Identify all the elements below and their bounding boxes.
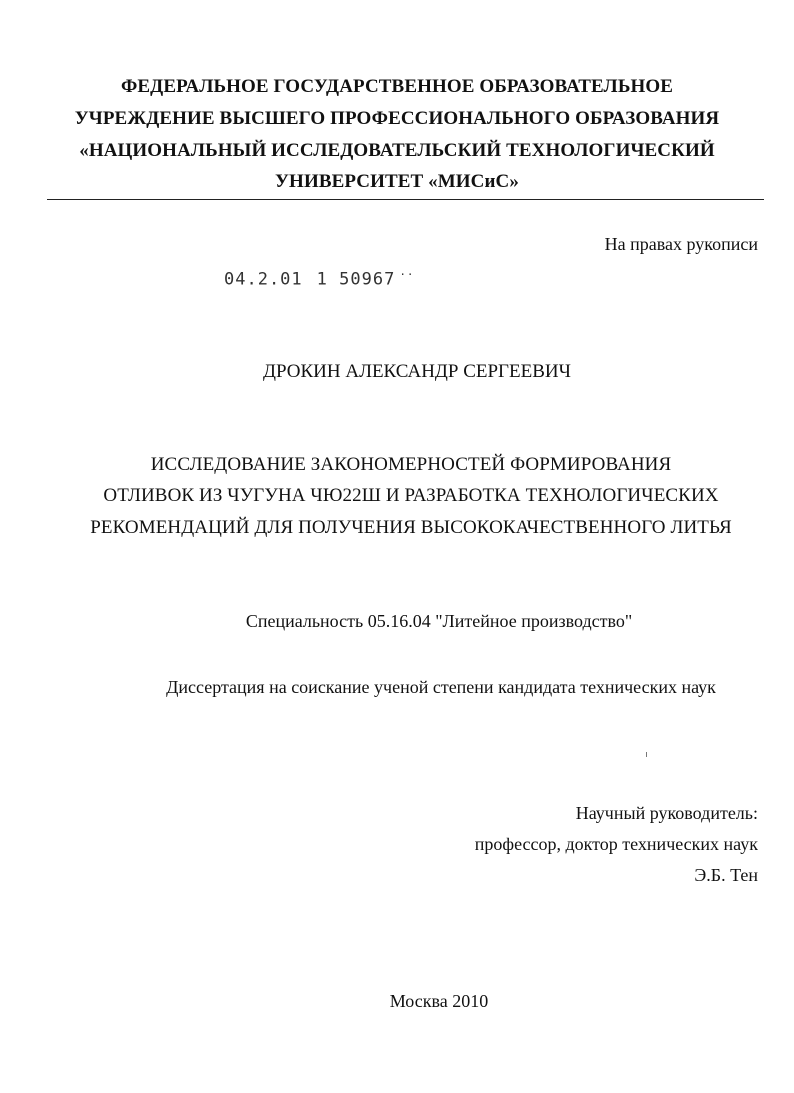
title-line-3: РЕКОМЕНДАЦИЙ ДЛЯ ПОЛУЧЕНИЯ ВЫСОКОКАЧЕСТВЕННОГО ЛИТЬЯ [90,517,732,538]
stamp-number: 1 50967 [316,269,396,290]
scan-speck [646,752,647,757]
organization-line-3: «НАЦИОНАЛЬНЫЙ ИССЛЕДОВАТЕЛЬСКИЙ ТЕХНОЛОГИЧЕСКИЙ [79,140,715,161]
supervisor-label: Научный руководитель: [575,803,758,823]
dissertation-line: Диссертация на соискание ученой степени кандидата технических наук [166,677,716,697]
stamp-code: 04.2.01 [224,269,303,290]
manuscript-note: На правах рукописи [604,234,758,254]
title-line-2: ОТЛИВОК ИЗ ЧУГУНА ЧЮ22Ш И РАЗРАБОТКА ТЕХНОЛОГИЧЕСКИХ [103,485,719,506]
registration-stamp [224,268,415,290]
city-year: Москва 2010 [389,991,489,1011]
stamp-mark: ·· [399,268,415,281]
organization-line-4: УНИВЕРСИТЕТ «МИСиС» [275,171,519,192]
organization-line-1: ФЕДЕРАЛЬНОЕ ГОСУДАРСТВЕННОЕ ОБРАЗОВАТЕЛЬНОЕ [120,76,674,97]
title-line-1: ИССЛЕДОВАНИЕ ЗАКОНОМЕРНОСТЕЙ ФОРМИРОВАНИЯ [150,454,672,475]
supervisor-position: профессор, доктор технических наук [474,834,758,854]
header-divider [47,199,764,200]
specialty-line: Специальность 05.16.04 "Литейное производство" [245,611,633,631]
organization-line-2: УЧРЕЖДЕНИЕ ВЫСШЕГО ПРОФЕССИОНАЛЬНОГО ОБРАЗОВАНИЯ [74,108,720,129]
supervisor-name: Э.Б. Тен [694,865,758,885]
author-name: ДРОКИН АЛЕКСАНДР СЕРГЕЕВИЧ [263,361,571,382]
